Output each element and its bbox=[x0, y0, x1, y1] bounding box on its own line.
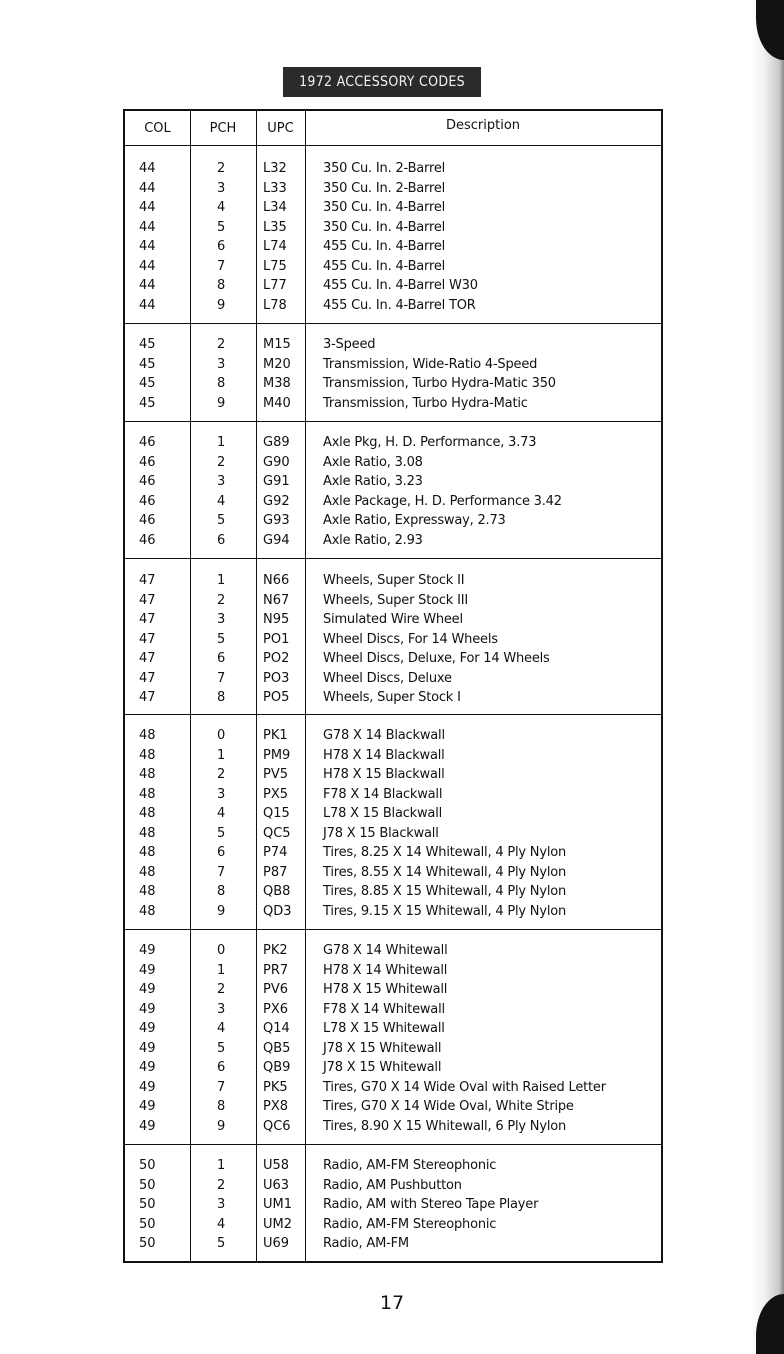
table-row bbox=[125, 746, 661, 766]
row-description: F78 X 14 Blackwall bbox=[323, 786, 443, 802]
page-title: 1972 ACCESSORY CODES bbox=[283, 67, 481, 97]
row-pch: 8 bbox=[217, 884, 226, 899]
row-col: 47 bbox=[139, 651, 156, 666]
row-upc: QC5 bbox=[263, 825, 291, 841]
row-upc: L33 bbox=[263, 180, 287, 196]
row-col: 44 bbox=[139, 258, 156, 274]
row-upc: M20 bbox=[263, 356, 291, 372]
row-col: 44 bbox=[139, 200, 156, 215]
row-pch: 7 bbox=[217, 670, 226, 686]
row-pch: 3 bbox=[217, 474, 226, 489]
group-separator bbox=[125, 714, 661, 715]
table-row bbox=[125, 492, 661, 512]
table-row bbox=[125, 804, 661, 824]
row-description: Tires, 9.15 X 15 Whitewall, 4 Ply Nylon bbox=[323, 903, 567, 919]
row-description: 455 Cu. In. 4-Barrel bbox=[323, 258, 446, 274]
table-row bbox=[125, 257, 661, 277]
row-pch: 5 bbox=[217, 631, 226, 647]
row-description: Wheels, Super Stock I bbox=[323, 690, 461, 705]
table-row bbox=[125, 610, 661, 630]
row-pch: 3 bbox=[217, 1001, 226, 1017]
row-description: Transmission, Turbo Hydra-Matic 350 bbox=[323, 376, 556, 391]
row-col: 47 bbox=[139, 690, 156, 705]
row-upc: PO2 bbox=[263, 651, 290, 666]
table-row bbox=[125, 511, 661, 531]
code-group bbox=[125, 159, 661, 315]
page-edge-shadow bbox=[750, 0, 784, 1354]
row-pch: 6 bbox=[217, 239, 226, 254]
row-col: 47 bbox=[139, 592, 156, 608]
row-col: 49 bbox=[139, 943, 156, 958]
row-description: Radio, AM with Stereo Tape Player bbox=[323, 1197, 539, 1212]
row-col: 49 bbox=[139, 1118, 156, 1134]
row-description: J78 X 15 Whitewall bbox=[323, 1060, 442, 1075]
table-row bbox=[125, 335, 661, 355]
row-col: 48 bbox=[139, 747, 156, 763]
row-pch: 7 bbox=[217, 1079, 226, 1095]
row-col: 49 bbox=[139, 1079, 156, 1095]
group-separator bbox=[125, 421, 661, 422]
row-upc: PK2 bbox=[263, 943, 288, 958]
row-pch: 2 bbox=[217, 592, 226, 608]
table-row bbox=[125, 453, 661, 473]
table-row bbox=[125, 726, 661, 746]
table-row bbox=[125, 1097, 661, 1117]
page-number: 17 bbox=[379, 1292, 405, 1314]
row-upc: PK5 bbox=[263, 1079, 288, 1095]
row-upc: P74 bbox=[263, 845, 288, 860]
group-separator bbox=[125, 558, 661, 559]
row-col: 48 bbox=[139, 884, 156, 899]
row-col: 45 bbox=[139, 337, 156, 352]
row-pch: 6 bbox=[217, 845, 226, 860]
row-upc: U58 bbox=[263, 1158, 290, 1173]
row-upc: N66 bbox=[263, 573, 290, 588]
row-description: 455 Cu. In. 4-Barrel TOR bbox=[323, 297, 476, 313]
table-row bbox=[125, 785, 661, 805]
row-col: 50 bbox=[139, 1158, 156, 1173]
row-description: Tires, 8.85 X 15 Whitewall, 4 Ply Nylon bbox=[323, 884, 567, 899]
row-upc: N95 bbox=[263, 612, 290, 627]
row-description: H78 X 14 Whitewall bbox=[323, 962, 448, 978]
row-col: 47 bbox=[139, 612, 156, 627]
row-upc: QB9 bbox=[263, 1060, 291, 1075]
table-row bbox=[125, 1195, 661, 1215]
row-upc: N67 bbox=[263, 592, 290, 608]
row-pch: 1 bbox=[217, 747, 226, 763]
row-upc: PO1 bbox=[263, 631, 290, 647]
row-upc: QC6 bbox=[263, 1118, 291, 1134]
row-col: 46 bbox=[139, 474, 156, 489]
table-row bbox=[125, 1215, 661, 1235]
row-pch: 8 bbox=[217, 1099, 226, 1114]
row-upc: L32 bbox=[263, 161, 287, 176]
row-col: 47 bbox=[139, 631, 156, 647]
row-col: 49 bbox=[139, 962, 156, 978]
row-description: Wheel Discs, Deluxe bbox=[323, 670, 452, 686]
row-pch: 5 bbox=[217, 219, 226, 235]
row-description: Wheels, Super Stock III bbox=[323, 592, 468, 608]
row-description: Axle Ratio, 3.08 bbox=[323, 454, 423, 470]
row-description: 350 Cu. In. 4-Barrel bbox=[323, 219, 446, 235]
row-pch: 9 bbox=[217, 1118, 226, 1134]
table-row bbox=[125, 591, 661, 611]
row-pch: 7 bbox=[217, 258, 226, 274]
row-upc: PR7 bbox=[263, 962, 289, 978]
row-pch: 0 bbox=[217, 943, 226, 958]
row-description: 350 Cu. In. 2-Barrel bbox=[323, 180, 446, 196]
row-col: 50 bbox=[139, 1216, 156, 1232]
row-pch: 3 bbox=[217, 786, 226, 802]
table-row bbox=[125, 1058, 661, 1078]
row-upc: L34 bbox=[263, 200, 287, 215]
table-row bbox=[125, 843, 661, 863]
table-row bbox=[125, 1039, 661, 1059]
table-row bbox=[125, 980, 661, 1000]
table-row bbox=[125, 669, 661, 689]
row-col: 49 bbox=[139, 1001, 156, 1017]
row-col: 48 bbox=[139, 845, 156, 860]
row-description: Tires, 8.55 X 14 Whitewall, 4 Ply Nylon bbox=[323, 864, 567, 880]
code-group bbox=[125, 1156, 661, 1254]
row-col: 45 bbox=[139, 376, 156, 391]
row-description: J78 X 15 Whitewall bbox=[323, 1040, 442, 1056]
table-row bbox=[125, 824, 661, 844]
row-col: 44 bbox=[139, 161, 156, 176]
row-upc: U69 bbox=[263, 1236, 290, 1251]
row-col: 48 bbox=[139, 903, 156, 919]
row-col: 45 bbox=[139, 356, 156, 372]
row-pch: 3 bbox=[217, 356, 226, 372]
row-upc: QD3 bbox=[263, 903, 292, 919]
group-separator bbox=[125, 1144, 661, 1145]
row-description: Wheel Discs, For 14 Wheels bbox=[323, 631, 498, 647]
row-upc: PV6 bbox=[263, 982, 289, 997]
row-col: 44 bbox=[139, 278, 156, 293]
row-pch: 0 bbox=[217, 728, 226, 743]
row-description: Tires, 8.25 X 14 Whitewall, 4 Ply Nylon bbox=[323, 845, 567, 860]
row-description: 455 Cu. In. 4-Barrel W30 bbox=[323, 278, 478, 293]
row-upc: G91 bbox=[263, 474, 290, 489]
row-col: 50 bbox=[139, 1197, 156, 1212]
group-separator bbox=[125, 929, 661, 930]
row-upc: QB5 bbox=[263, 1040, 291, 1056]
row-description: Tires, G70 X 14 Wide Oval with Raised Letter bbox=[323, 1079, 606, 1095]
table-row bbox=[125, 1156, 661, 1176]
row-pch: 5 bbox=[217, 825, 226, 841]
row-pch: 5 bbox=[217, 1040, 226, 1056]
row-pch: 1 bbox=[217, 962, 226, 978]
table-row bbox=[125, 630, 661, 650]
row-description: Simulated Wire Wheel bbox=[323, 612, 463, 627]
table-row bbox=[125, 374, 661, 394]
row-pch: 8 bbox=[217, 690, 226, 705]
row-pch: 2 bbox=[217, 337, 226, 352]
row-description: Radio, AM-FM Stereophonic bbox=[323, 1158, 497, 1173]
row-pch: 3 bbox=[217, 180, 226, 196]
row-upc: G93 bbox=[263, 513, 290, 528]
row-description: Axle Pkg, H. D. Performance, 3.73 bbox=[323, 435, 537, 450]
table-row bbox=[125, 1176, 661, 1196]
header-upc: UPC bbox=[267, 121, 294, 136]
row-description: Radio, AM Pushbutton bbox=[323, 1177, 462, 1193]
row-description: J78 X 15 Blackwall bbox=[323, 825, 439, 841]
row-upc: L78 bbox=[263, 297, 287, 313]
row-col: 49 bbox=[139, 1060, 156, 1075]
row-col: 50 bbox=[139, 1177, 156, 1193]
accessory-codes-table bbox=[123, 109, 663, 1263]
row-col: 44 bbox=[139, 239, 156, 254]
row-pch: 4 bbox=[217, 1021, 226, 1036]
row-pch: 4 bbox=[217, 200, 226, 215]
row-upc: M15 bbox=[263, 337, 291, 352]
row-col: 48 bbox=[139, 786, 156, 802]
table-row bbox=[125, 179, 661, 199]
row-col: 46 bbox=[139, 513, 156, 528]
row-description: Axle Package, H. D. Performance 3.42 bbox=[323, 493, 562, 509]
row-col: 47 bbox=[139, 573, 156, 588]
table-row bbox=[125, 649, 661, 669]
table-row bbox=[125, 1234, 661, 1254]
header-description: Description bbox=[445, 118, 521, 133]
row-pch: 1 bbox=[217, 1158, 226, 1173]
table-row bbox=[125, 394, 661, 414]
row-description: Axle Ratio, Expressway, 2.73 bbox=[323, 513, 506, 528]
row-upc: Q14 bbox=[263, 1021, 290, 1036]
row-col: 47 bbox=[139, 670, 156, 686]
row-pch: 7 bbox=[217, 864, 226, 880]
row-col: 50 bbox=[139, 1236, 156, 1251]
row-description: Transmission, Turbo Hydra-Matic bbox=[323, 395, 528, 411]
row-description: 350 Cu. In. 2-Barrel bbox=[323, 161, 446, 176]
row-col: 46 bbox=[139, 435, 156, 450]
row-description: F78 X 14 Whitewall bbox=[323, 1001, 445, 1017]
row-col: 48 bbox=[139, 728, 156, 743]
row-description: 3-Speed bbox=[323, 337, 376, 352]
row-description: Wheels, Super Stock II bbox=[323, 573, 465, 588]
table-row bbox=[125, 1117, 661, 1137]
row-upc: PV5 bbox=[263, 767, 289, 782]
row-description: Tires, 8.90 X 15 Whitewall, 6 Ply Nylon bbox=[323, 1118, 567, 1134]
row-col: 44 bbox=[139, 297, 156, 313]
row-pch: 6 bbox=[217, 532, 226, 548]
row-pch: 6 bbox=[217, 1060, 226, 1075]
row-upc: PO3 bbox=[263, 670, 290, 686]
row-description: G78 X 14 Blackwall bbox=[323, 728, 445, 743]
table-row bbox=[125, 1078, 661, 1098]
code-group bbox=[125, 571, 661, 708]
table-row bbox=[125, 296, 661, 316]
row-upc: PM9 bbox=[263, 747, 291, 763]
code-group bbox=[125, 941, 661, 1136]
row-description: Axle Ratio, 2.93 bbox=[323, 532, 423, 548]
row-col: 49 bbox=[139, 1099, 156, 1114]
row-upc: QB8 bbox=[263, 884, 291, 899]
row-upc: PX6 bbox=[263, 1001, 289, 1017]
row-col: 44 bbox=[139, 180, 156, 196]
row-col: 48 bbox=[139, 864, 156, 880]
table-row bbox=[125, 355, 661, 375]
row-pch: 6 bbox=[217, 651, 226, 666]
row-upc: L75 bbox=[263, 258, 287, 274]
row-pch: 4 bbox=[217, 1216, 226, 1232]
row-upc: L77 bbox=[263, 278, 287, 293]
table-row bbox=[125, 863, 661, 883]
header-col: COL bbox=[144, 121, 171, 136]
row-col: 49 bbox=[139, 1021, 156, 1036]
row-description: Radio, AM-FM Stereophonic bbox=[323, 1216, 497, 1232]
row-pch: 3 bbox=[217, 1197, 226, 1212]
row-description: Wheel Discs, Deluxe, For 14 Wheels bbox=[323, 651, 550, 666]
table-row bbox=[125, 198, 661, 218]
row-col: 49 bbox=[139, 1040, 156, 1056]
row-pch: 4 bbox=[217, 806, 226, 821]
row-pch: 9 bbox=[217, 395, 226, 411]
row-description: H78 X 15 Blackwall bbox=[323, 767, 445, 782]
row-upc: G89 bbox=[263, 435, 290, 450]
row-pch: 9 bbox=[217, 297, 226, 313]
row-upc: U63 bbox=[263, 1177, 290, 1193]
table-row bbox=[125, 765, 661, 785]
row-description: G78 X 14 Whitewall bbox=[323, 943, 448, 958]
table-row bbox=[125, 941, 661, 961]
code-group bbox=[125, 335, 661, 413]
row-description: H78 X 15 Whitewall bbox=[323, 982, 448, 997]
row-pch: 2 bbox=[217, 767, 226, 782]
row-description: 455 Cu. In. 4-Barrel bbox=[323, 239, 446, 254]
row-upc: PX8 bbox=[263, 1099, 289, 1114]
row-upc: PX5 bbox=[263, 786, 289, 802]
row-pch: 8 bbox=[217, 376, 226, 391]
row-col: 48 bbox=[139, 806, 156, 821]
row-description: 350 Cu. In. 4-Barrel bbox=[323, 200, 446, 215]
code-group bbox=[125, 433, 661, 550]
table-row bbox=[125, 1019, 661, 1039]
row-upc: Q15 bbox=[263, 806, 290, 821]
row-upc: L35 bbox=[263, 219, 287, 235]
table-row bbox=[125, 218, 661, 238]
table-row bbox=[125, 688, 661, 708]
table-row bbox=[125, 276, 661, 296]
table-row bbox=[125, 882, 661, 902]
row-upc: L74 bbox=[263, 239, 287, 254]
row-pch: 5 bbox=[217, 1236, 226, 1251]
row-upc: P87 bbox=[263, 864, 288, 880]
row-pch: 8 bbox=[217, 278, 226, 293]
row-upc: M40 bbox=[263, 395, 291, 411]
row-pch: 2 bbox=[217, 161, 226, 176]
row-description: Axle Ratio, 3.23 bbox=[323, 474, 423, 489]
row-upc: G92 bbox=[263, 493, 290, 509]
row-upc: M38 bbox=[263, 376, 291, 391]
row-upc: G94 bbox=[263, 532, 290, 548]
table-row bbox=[125, 1000, 661, 1020]
table-row bbox=[125, 902, 661, 922]
row-pch: 2 bbox=[217, 1177, 226, 1193]
row-col: 49 bbox=[139, 982, 156, 997]
row-pch: 2 bbox=[217, 454, 226, 470]
row-pch: 3 bbox=[217, 612, 226, 627]
row-upc: PO5 bbox=[263, 690, 290, 705]
row-pch: 1 bbox=[217, 435, 226, 450]
row-col: 46 bbox=[139, 454, 156, 470]
table-row bbox=[125, 237, 661, 257]
table-row bbox=[125, 961, 661, 981]
row-pch: 5 bbox=[217, 513, 226, 528]
table-row bbox=[125, 571, 661, 591]
row-pch: 2 bbox=[217, 982, 226, 997]
row-col: 45 bbox=[139, 395, 156, 411]
row-pch: 1 bbox=[217, 573, 226, 588]
header-pch: PCH bbox=[209, 121, 237, 136]
row-upc: PK1 bbox=[263, 728, 288, 743]
row-col: 46 bbox=[139, 532, 156, 548]
row-description: H78 X 14 Blackwall bbox=[323, 747, 445, 763]
code-group bbox=[125, 726, 661, 921]
table-row bbox=[125, 472, 661, 492]
header-separator bbox=[125, 145, 661, 146]
row-col: 44 bbox=[139, 219, 156, 235]
row-col: 46 bbox=[139, 493, 156, 509]
table-row bbox=[125, 531, 661, 551]
row-col: 48 bbox=[139, 825, 156, 841]
row-description: L78 X 15 Whitewall bbox=[323, 1021, 445, 1036]
row-upc: G90 bbox=[263, 454, 290, 470]
row-description: L78 X 15 Blackwall bbox=[323, 806, 443, 821]
row-pch: 9 bbox=[217, 903, 226, 919]
row-description: Tires, G70 X 14 Wide Oval, White Stripe bbox=[323, 1099, 574, 1114]
table-row bbox=[125, 433, 661, 453]
row-description: Radio, AM-FM bbox=[323, 1236, 409, 1251]
row-col: 48 bbox=[139, 767, 156, 782]
row-pch: 4 bbox=[217, 493, 226, 509]
row-upc: UM2 bbox=[263, 1216, 293, 1232]
group-separator bbox=[125, 323, 661, 324]
row-description: Transmission, Wide-Ratio 4-Speed bbox=[323, 356, 538, 372]
table-row bbox=[125, 159, 661, 179]
row-upc: UM1 bbox=[263, 1197, 293, 1212]
